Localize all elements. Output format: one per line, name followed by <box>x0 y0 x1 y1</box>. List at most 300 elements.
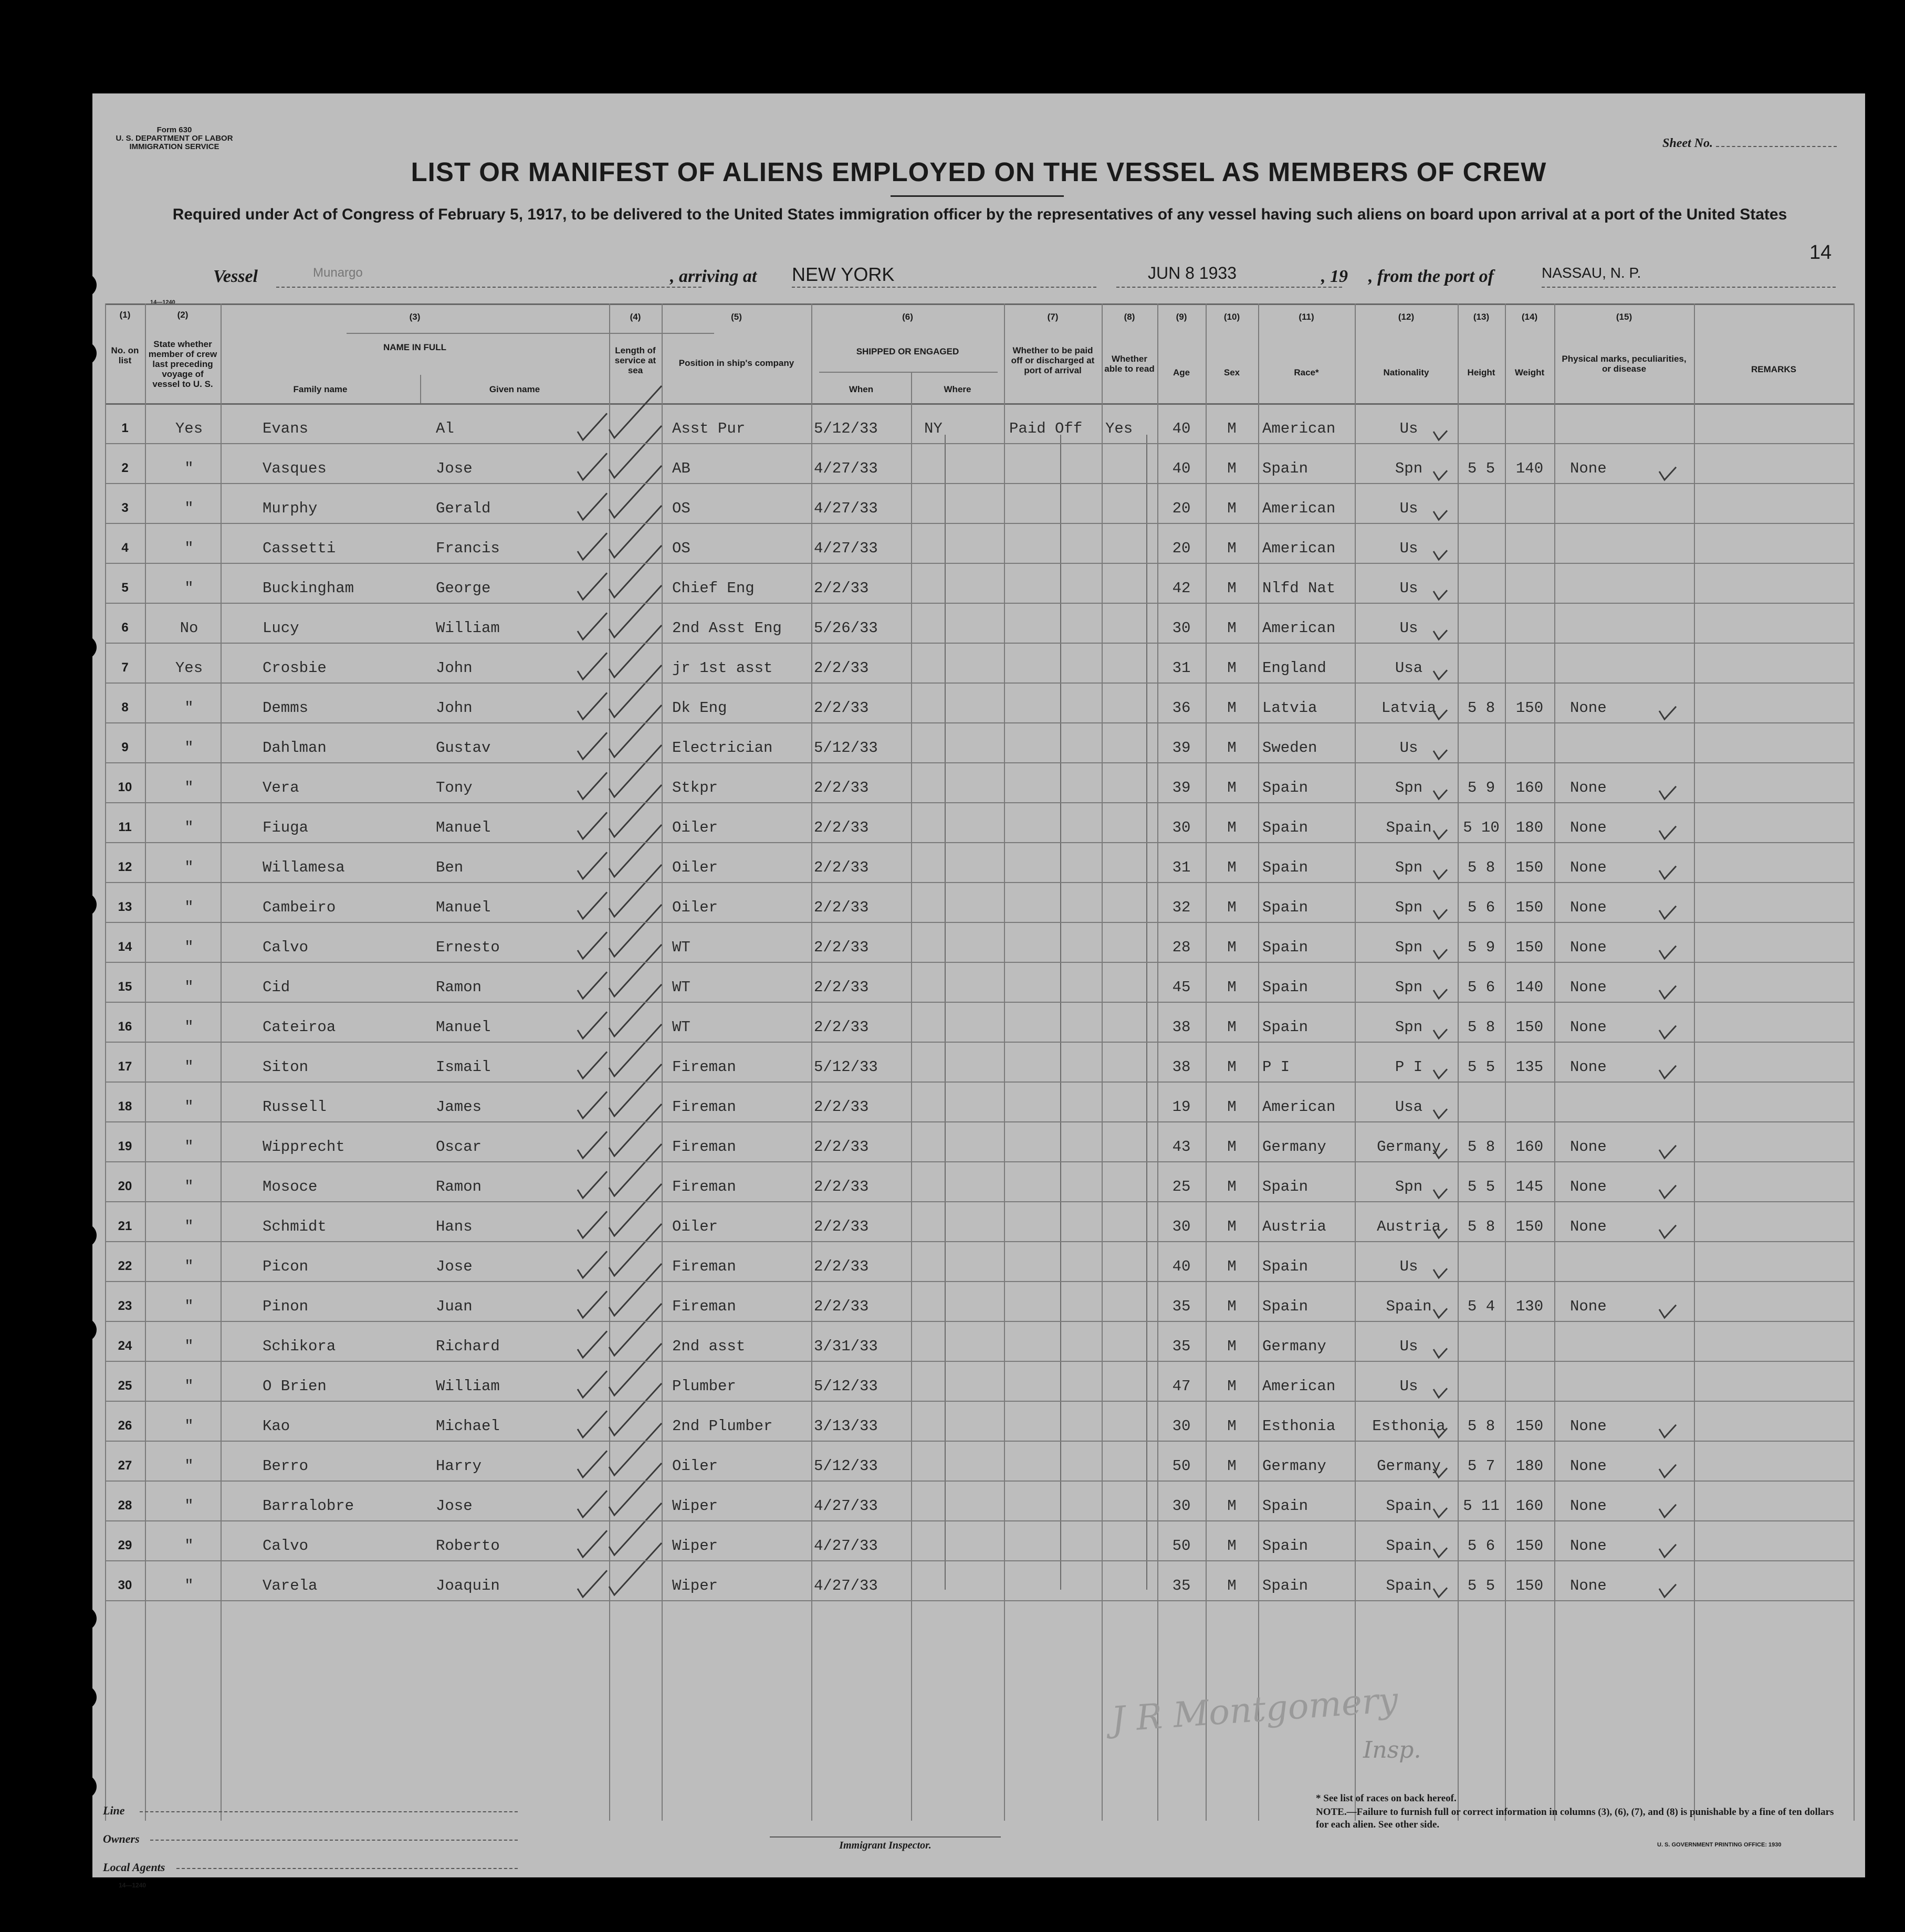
position-cell: Fireman <box>672 1058 736 1076</box>
height-cell: 5 5 <box>1467 1058 1495 1076</box>
table-row <box>105 1087 1854 1127</box>
shipped-when-cell: 2/2/33 <box>814 580 869 597</box>
col-number: (10) <box>1223 312 1240 322</box>
height-cell: 5 9 <box>1467 779 1495 796</box>
family-name-cell: Calvo <box>263 1537 309 1555</box>
punch-hole <box>66 634 97 660</box>
header-where: Where <box>944 384 971 394</box>
nationality-cell: Germany <box>1377 1457 1441 1475</box>
position-cell: Asst Pur <box>672 420 746 437</box>
prev-voyage-cell: " <box>184 859 194 876</box>
table-row <box>105 1566 1854 1605</box>
header-nationality: Nationality <box>1383 368 1429 377</box>
sex-cell: M <box>1227 859 1237 876</box>
weight-cell: 150 <box>1515 859 1544 876</box>
height-cell: 5 5 <box>1467 1178 1495 1195</box>
family-name-cell: Cassetti <box>263 540 336 557</box>
age-cell: 31 <box>1172 859 1191 876</box>
race-cell: Spain <box>1262 899 1309 916</box>
family-name-cell: Siton <box>263 1058 309 1076</box>
arrival-date: JUN 8 1933 <box>1116 264 1342 288</box>
vessel-value: Munargo <box>276 266 702 288</box>
crew-rows <box>105 403 1854 1821</box>
sex-cell: M <box>1227 779 1237 796</box>
shipped-when-cell: 4/27/33 <box>814 500 878 517</box>
punch-hole <box>66 1605 97 1632</box>
position-cell: AB <box>672 460 690 477</box>
nationality-cell: Us <box>1399 1338 1418 1355</box>
page-title: LIST OR MANIFEST OF ALIENS EMPLOYED ON THE VESSEL AS MEMBERS OF CREW <box>411 157 1547 187</box>
table-row <box>105 1007 1854 1047</box>
physical-marks-cell: None <box>1570 979 1607 996</box>
sex-cell: M <box>1227 1258 1237 1275</box>
sex-cell: M <box>1227 1098 1237 1116</box>
nationality-cell: Us <box>1399 739 1418 757</box>
table-row <box>105 568 1854 608</box>
physical-marks-cell: None <box>1570 1537 1607 1555</box>
header-able-read: Whether able to read <box>1104 354 1155 374</box>
age-cell: 20 <box>1172 540 1191 557</box>
age-cell: 43 <box>1172 1138 1191 1156</box>
height-cell: 5 6 <box>1467 899 1495 916</box>
race-cell: Spain <box>1262 1577 1309 1594</box>
row-number-cell: 23 <box>118 1299 132 1313</box>
position-cell: WT <box>672 1018 690 1036</box>
nationality-cell: Spain <box>1386 1298 1432 1315</box>
shipped-when-cell: 2/2/33 <box>814 1138 869 1156</box>
physical-marks-cell: None <box>1570 1497 1607 1515</box>
shipped-when-cell: 2/2/33 <box>814 699 869 717</box>
family-name-cell: Pinon <box>263 1298 309 1315</box>
age-cell: 36 <box>1172 699 1191 717</box>
title-underline <box>891 195 1064 197</box>
weight-cell: 140 <box>1515 460 1544 477</box>
physical-marks-cell: None <box>1570 1457 1607 1475</box>
shipped-when-cell: 2/2/33 <box>814 779 869 796</box>
position-cell: 2nd asst <box>672 1338 746 1355</box>
shipped-when-cell: 4/27/33 <box>814 540 878 557</box>
header-height: Height <box>1467 368 1495 377</box>
row-number-cell: 1 <box>121 421 129 435</box>
header-shipped: SHIPPED OR ENGAGED <box>856 346 959 356</box>
position-cell: 2nd Plumber <box>672 1418 773 1435</box>
form-code: 14—1240 <box>150 299 175 306</box>
punch-hole <box>66 1317 97 1343</box>
age-cell: 35 <box>1172 1338 1191 1355</box>
shipped-when-cell: 3/31/33 <box>814 1338 878 1355</box>
prev-voyage-cell: " <box>184 1338 194 1355</box>
race-cell: Sweden <box>1262 739 1317 757</box>
physical-marks-cell: None <box>1570 899 1607 916</box>
prev-voyage-cell: " <box>184 1418 194 1435</box>
sex-cell: M <box>1227 580 1237 597</box>
col-number: (6) <box>902 312 913 322</box>
nationality-cell: Us <box>1399 540 1418 557</box>
physical-marks-cell: None <box>1570 1138 1607 1156</box>
table-row <box>105 448 1854 488</box>
family-name-cell: Lucy <box>263 620 299 637</box>
shipped-when-cell: 2/2/33 <box>814 979 869 996</box>
row-number-cell: 17 <box>118 1059 132 1074</box>
physical-marks-cell: None <box>1570 699 1607 717</box>
height-cell: 5 8 <box>1467 699 1495 717</box>
height-cell: 5 8 <box>1467 1418 1495 1435</box>
col-number: (1) <box>119 310 131 320</box>
race-cell: Germany <box>1262 1138 1326 1156</box>
header-name-in-full: NAME IN FULL <box>383 342 446 352</box>
table-row <box>105 1406 1854 1446</box>
row-number-cell: 13 <box>118 900 132 914</box>
sex-cell: M <box>1227 420 1237 437</box>
table-row <box>105 728 1854 768</box>
race-cell: Spain <box>1262 1537 1309 1555</box>
header-remarks: REMARKS <box>1751 364 1796 374</box>
race-cell: Spain <box>1262 819 1309 836</box>
row-number-cell: 25 <box>118 1379 132 1393</box>
row-number-cell: 5 <box>121 581 129 595</box>
sex-cell: M <box>1227 1457 1237 1475</box>
given-name-cell: John <box>436 659 473 677</box>
row-number-cell: 4 <box>121 541 129 555</box>
sex-cell: M <box>1227 899 1237 916</box>
header-member-prev: State whether member of crew last preceding voyage of vessel to U. S. <box>148 339 217 389</box>
shipped-when-cell: 4/27/33 <box>814 1497 878 1515</box>
shipped-when-cell: 5/12/33 <box>814 1457 878 1475</box>
row-number-cell: 18 <box>118 1099 132 1114</box>
family-name-cell: Calvo <box>263 939 309 956</box>
age-cell: 30 <box>1172 1218 1191 1235</box>
race-cell: American <box>1262 500 1336 517</box>
department-name: U. S. DEPARTMENT OF LABOR <box>116 134 233 143</box>
weight-cell: 140 <box>1515 979 1544 996</box>
age-cell: 20 <box>1172 500 1191 517</box>
position-cell: Wiper <box>672 1497 718 1515</box>
given-name-cell: Jose <box>436 1258 473 1275</box>
crew-table <box>105 303 1854 1821</box>
header-sex: Sex <box>1223 368 1240 377</box>
page-subtitle: Required under Act of Congress of February 5, 1917, to be delivered to the United States immigration officer by the representatives of any vessel having such aliens on board upon arrival at a port of the United States <box>172 206 1787 223</box>
table-row <box>105 967 1854 1007</box>
table-row <box>105 847 1854 887</box>
prev-voyage-cell: " <box>184 540 194 557</box>
given-name-cell: Ramon <box>436 979 482 996</box>
family-name-cell: Cateiroa <box>263 1018 336 1036</box>
table-row <box>105 528 1854 568</box>
family-name-cell: Buckingham <box>263 580 354 597</box>
row-number-cell: 28 <box>118 1498 132 1513</box>
weight-cell: 160 <box>1515 1497 1544 1515</box>
family-name-cell: Cid <box>263 979 290 996</box>
shipped-when-cell: 4/27/33 <box>814 460 878 477</box>
shipped-when-cell: 3/13/33 <box>814 1418 878 1435</box>
arriving-value: NEW YORK <box>792 264 1096 288</box>
given-name-cell: Ben <box>436 859 464 876</box>
race-note: * See list of races on back hereof. <box>1316 1793 1457 1804</box>
family-name-cell: Schmidt <box>263 1218 327 1235</box>
footer-agents-code: 14—1240 <box>119 1882 146 1889</box>
prev-voyage-cell: " <box>184 1098 194 1116</box>
position-cell: Fireman <box>672 1178 736 1195</box>
form-number: Form 630 <box>156 125 192 134</box>
height-cell: 5 5 <box>1467 1577 1495 1594</box>
weight-cell: 150 <box>1515 1577 1544 1594</box>
given-name-cell: Joaquin <box>436 1577 500 1594</box>
row-number-cell: 7 <box>121 660 129 675</box>
weight-cell: 150 <box>1515 1218 1544 1235</box>
sex-cell: M <box>1227 460 1237 477</box>
table-row <box>105 688 1854 728</box>
family-name-cell: Barralobre <box>263 1497 354 1515</box>
height-cell: 5 7 <box>1467 1457 1495 1475</box>
prev-voyage-cell: Yes <box>175 659 203 677</box>
prev-voyage-cell: " <box>184 979 194 996</box>
nationality-cell: Spain <box>1386 1497 1432 1515</box>
punch-hole <box>66 1773 97 1800</box>
family-name-cell: Kao <box>263 1418 290 1435</box>
table-row <box>105 887 1854 927</box>
prev-voyage-cell: " <box>184 500 194 517</box>
position-cell: WT <box>672 939 690 956</box>
physical-marks-cell: None <box>1570 819 1607 836</box>
punch-hole <box>66 272 97 298</box>
sex-cell: M <box>1227 1378 1237 1395</box>
shipped-when-cell: 2/2/33 <box>814 1178 869 1195</box>
footer-line-blank <box>140 1811 518 1812</box>
position-cell: Oiler <box>672 899 718 916</box>
family-name-cell: Willamesa <box>263 859 345 876</box>
prev-voyage-cell: " <box>184 1497 194 1515</box>
row-number-cell: 11 <box>118 820 132 834</box>
sex-cell: M <box>1227 1537 1237 1555</box>
given-name-cell: Jose <box>436 1497 473 1515</box>
table-row <box>105 1486 1854 1526</box>
race-cell: Spain <box>1262 1298 1309 1315</box>
page-number: 14 <box>1809 242 1832 264</box>
sex-cell: M <box>1227 540 1237 557</box>
header-given-name: Given name <box>489 384 540 394</box>
race-cell: American <box>1262 540 1336 557</box>
weight-cell: 180 <box>1515 1457 1544 1475</box>
physical-marks-cell: None <box>1570 859 1607 876</box>
physical-marks-cell: None <box>1570 1298 1607 1315</box>
family-name-cell: Evans <box>263 420 309 437</box>
prev-voyage-cell: " <box>184 739 194 757</box>
row-number-cell: 8 <box>121 700 129 715</box>
age-cell: 38 <box>1172 1018 1191 1036</box>
weight-cell: 150 <box>1515 699 1544 717</box>
footer-left <box>103 1804 533 1889</box>
form-id-block <box>101 126 248 151</box>
punch-hole <box>66 340 97 366</box>
nationality-cell: Us <box>1399 1378 1418 1395</box>
height-cell: 5 6 <box>1467 1537 1495 1555</box>
age-cell: 40 <box>1172 460 1191 477</box>
race-cell: Austria <box>1262 1218 1326 1235</box>
shipped-when-cell: 2/2/33 <box>814 1298 869 1315</box>
header-physical-marks: Physical marks, peculiarities, or disease <box>1562 354 1687 374</box>
given-name-cell: Hans <box>436 1218 473 1235</box>
prev-voyage-cell: " <box>184 1378 194 1395</box>
position-cell: Wiper <box>672 1577 718 1594</box>
row-number-cell: 2 <box>121 461 129 475</box>
sex-cell: M <box>1227 819 1237 836</box>
row-number-cell: 29 <box>118 1538 132 1552</box>
header-race: Race* <box>1294 368 1319 377</box>
height-cell: 5 8 <box>1467 1218 1495 1235</box>
penalty-note: NOTE.—Failure to furnish full or correct information in columns (3), (6), (7), and (8) is punishable by a fine of ten dollars for each alien. See other side. <box>1316 1807 1834 1830</box>
given-name-cell: Gustav <box>436 739 491 757</box>
footer-line-label: Line <box>103 1804 125 1817</box>
race-cell: American <box>1262 620 1336 637</box>
prev-voyage-cell: Yes <box>175 420 203 437</box>
prev-voyage-cell: " <box>184 1537 194 1555</box>
physical-marks-cell: None <box>1570 779 1607 796</box>
age-cell: 30 <box>1172 819 1191 836</box>
position-cell: WT <box>672 979 690 996</box>
nationality-cell: Spn <box>1395 1178 1423 1195</box>
sex-cell: M <box>1227 979 1237 996</box>
height-cell: 5 4 <box>1467 1298 1495 1315</box>
position-cell: Plumber <box>672 1378 736 1395</box>
sheet-number-blank <box>1716 138 1837 147</box>
family-name-cell: Cambeiro <box>263 899 336 916</box>
age-cell: 40 <box>1172 1258 1191 1275</box>
sex-cell: M <box>1227 939 1237 956</box>
position-cell: Oiler <box>672 1218 718 1235</box>
col-number: (12) <box>1398 312 1415 322</box>
row-number-cell: 14 <box>118 940 132 954</box>
physical-marks-cell: None <box>1570 1218 1607 1235</box>
row-number-cell: 26 <box>118 1419 132 1433</box>
family-name-cell: Berro <box>263 1457 309 1475</box>
table-row <box>105 1047 1854 1087</box>
shipped-when-cell: 2/2/33 <box>814 939 869 956</box>
weight-cell: 150 <box>1515 899 1544 916</box>
prev-voyage-cell: " <box>184 699 194 717</box>
prev-voyage-cell: " <box>184 939 194 956</box>
age-cell: 31 <box>1172 659 1191 677</box>
shipped-when-cell: 2/2/33 <box>814 659 869 677</box>
race-cell: Spain <box>1262 1497 1309 1515</box>
height-cell: 5 8 <box>1467 1138 1495 1156</box>
physical-marks-cell: None <box>1570 1577 1607 1594</box>
signature-title: Insp. <box>1363 1737 1421 1763</box>
family-name-cell: Picon <box>263 1258 309 1275</box>
family-name-cell: Mosoce <box>263 1178 318 1195</box>
punch-hole <box>66 891 97 918</box>
physical-marks-cell: None <box>1570 1418 1607 1435</box>
race-cell: Spain <box>1262 939 1309 956</box>
nationality-cell: Us <box>1399 420 1418 437</box>
prev-voyage-cell: " <box>184 1138 194 1156</box>
table-row <box>105 1286 1854 1326</box>
col-number: (7) <box>1047 312 1059 322</box>
shipped-when-cell: 4/27/33 <box>814 1537 878 1555</box>
given-name-cell: George <box>436 580 491 597</box>
position-cell: Wiper <box>672 1537 718 1555</box>
shipped-when-cell: 2/2/33 <box>814 859 869 876</box>
age-cell: 30 <box>1172 620 1191 637</box>
position-cell: Fireman <box>672 1258 736 1275</box>
race-cell: England <box>1262 659 1326 677</box>
prev-voyage-cell: " <box>184 460 194 477</box>
manifest-sheet <box>92 93 1865 1889</box>
prev-voyage-cell: " <box>184 1218 194 1235</box>
given-name-cell: John <box>436 699 473 717</box>
physical-marks-cell: None <box>1570 1058 1607 1076</box>
age-cell: 35 <box>1172 1577 1191 1594</box>
col-number: (14) <box>1521 312 1538 322</box>
family-name-cell: Crosbie <box>263 659 327 677</box>
prev-voyage-cell: " <box>184 899 194 916</box>
shipped-when-cell: 2/2/33 <box>814 819 869 836</box>
given-name-cell: Francis <box>436 540 500 557</box>
position-cell: Fireman <box>672 1098 736 1116</box>
shipped-when-cell: 5/12/33 <box>814 1058 878 1076</box>
race-cell: Spain <box>1262 460 1309 477</box>
weight-cell: 130 <box>1515 1298 1544 1315</box>
prev-voyage-cell: No <box>180 620 198 637</box>
nationality-cell: Us <box>1399 1258 1418 1275</box>
age-cell: 32 <box>1172 899 1191 916</box>
family-name-cell: Dahlman <box>263 739 327 757</box>
race-cell: American <box>1262 1378 1336 1395</box>
footer-owners-label: Owners <box>103 1832 140 1845</box>
race-cell: American <box>1262 1098 1336 1116</box>
position-cell: 2nd Asst Eng <box>672 620 782 637</box>
race-cell: Nlfd Nat <box>1262 580 1336 597</box>
nationality-cell: Spn <box>1395 899 1423 916</box>
race-cell: Spain <box>1262 779 1309 796</box>
family-name-cell: Murphy <box>263 500 318 517</box>
col-number: (5) <box>731 312 742 322</box>
given-name-cell: William <box>436 620 500 637</box>
prev-voyage-cell: " <box>184 779 194 796</box>
prev-voyage-cell: " <box>184 1457 194 1475</box>
weight-cell: 150 <box>1515 1537 1544 1555</box>
shipped-when-cell: 5/12/33 <box>814 420 878 437</box>
shipped-when-cell: 2/2/33 <box>814 899 869 916</box>
position-cell: Chief Eng <box>672 580 755 597</box>
header-age: Age <box>1173 368 1190 377</box>
given-name-cell: Al <box>436 420 454 437</box>
age-cell: 28 <box>1172 939 1191 956</box>
nationality-cell: Spn <box>1395 1018 1423 1036</box>
nationality-cell: P I <box>1395 1058 1423 1076</box>
nationality-cell: Usa <box>1395 1098 1423 1116</box>
height-cell: 5 10 <box>1463 819 1500 836</box>
table-row <box>105 648 1854 688</box>
vessel-label: Vessel <box>213 267 258 286</box>
age-cell: 39 <box>1172 739 1191 757</box>
prev-voyage-cell: " <box>184 1258 194 1275</box>
age-cell: 38 <box>1172 1058 1191 1076</box>
col-number: (8) <box>1124 312 1135 322</box>
position-cell: Oiler <box>672 819 718 836</box>
footer-owners-blank <box>150 1840 518 1841</box>
shipped-when-cell: 2/2/33 <box>814 1098 869 1116</box>
age-cell: 40 <box>1172 420 1191 437</box>
footer-agents-blank <box>176 1868 518 1869</box>
weight-cell: 145 <box>1515 1178 1544 1195</box>
row-number-cell: 30 <box>118 1578 132 1592</box>
age-cell: 42 <box>1172 580 1191 597</box>
position-cell: Dk Eng <box>672 699 727 717</box>
weight-cell: 180 <box>1515 819 1544 836</box>
nationality-cell: Us <box>1399 580 1418 597</box>
physical-marks-cell: None <box>1570 460 1607 477</box>
nationality-cell: Spn <box>1395 460 1423 477</box>
